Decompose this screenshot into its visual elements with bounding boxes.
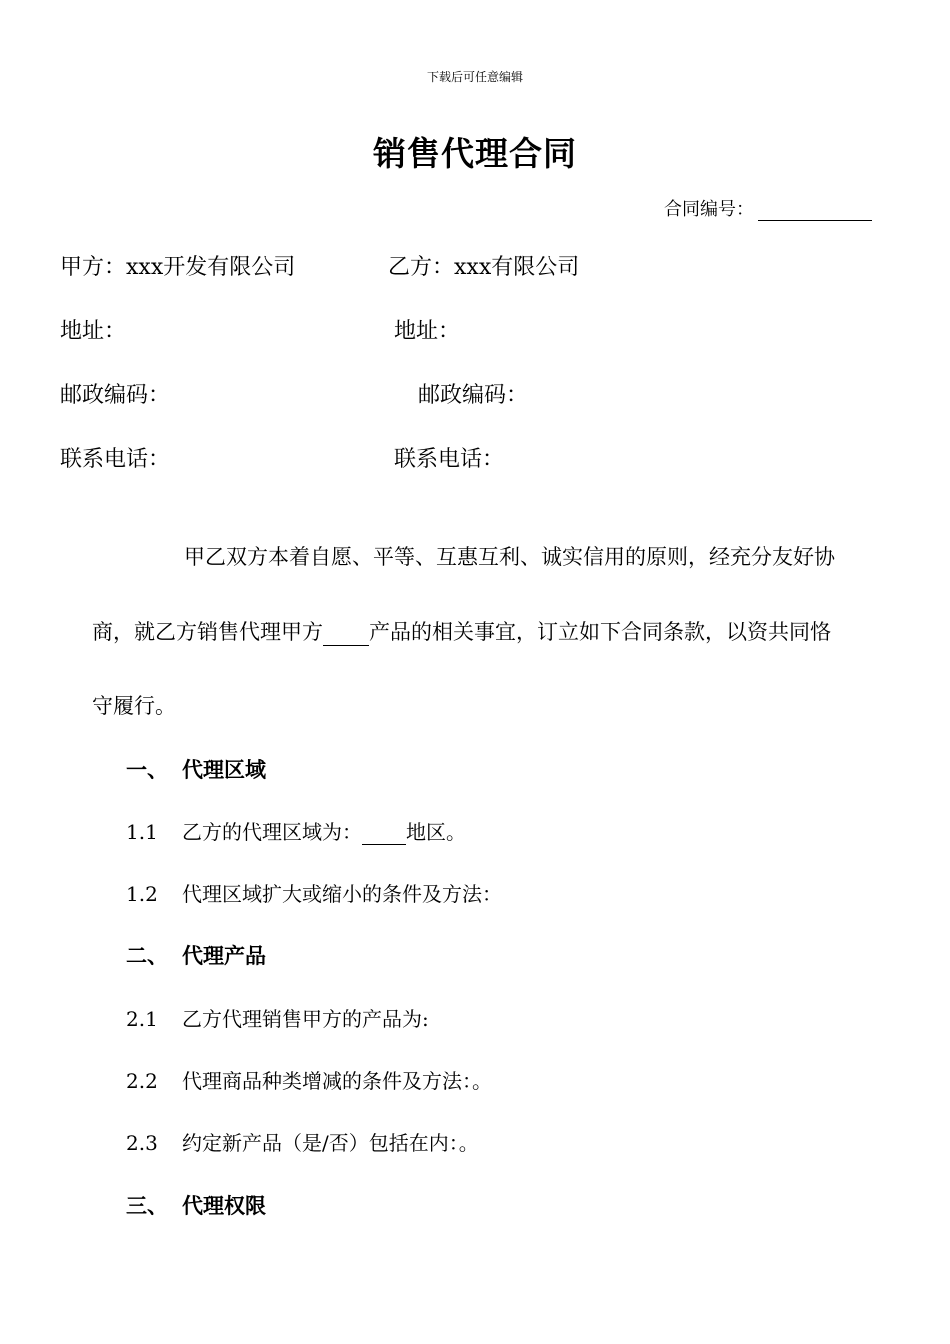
section-2-heading (126, 940, 266, 970)
clause-text: 乙方代理销售甲方的产品为: (182, 1007, 429, 1031)
party-a-address: 地址： (60, 319, 127, 344)
clause-2-2 (126, 1065, 492, 1094)
intro-line-2-after: 产品的相关事宜，订立如下合同条款，以资共同恪 (369, 620, 831, 644)
section-title: 代理区域 (182, 757, 266, 782)
clause-number: 1.2 (126, 882, 158, 906)
product-blank (323, 625, 369, 646)
clause-text: 约定新产品（是/否）包括在内：。 (182, 1131, 479, 1155)
party-b-postcode: 邮政编码： (418, 383, 529, 408)
header-note: 下载后可任意编辑 (426, 70, 523, 84)
intro-line-3: 守履行。 (92, 694, 176, 718)
section-title: 代理权限 (182, 1193, 266, 1218)
clause-number: 1.1 (126, 820, 158, 844)
contract-number-label: 合同编号： (664, 199, 754, 220)
party-b-phone: 联系电话： (394, 447, 505, 472)
clause-2-3 (126, 1127, 479, 1156)
clause-text-before: 乙方的代理区域为： (182, 820, 362, 844)
clause-text: 代理商品种类增减的条件及方法：。 (182, 1069, 492, 1093)
party-b-name: 乙方：xxx有限公司 (388, 255, 580, 280)
section-number: 二、 (126, 943, 168, 968)
party-a-postcode: 邮政编码： (60, 383, 171, 408)
party-a-phone: 联系电话： (60, 447, 171, 472)
section-number: 三、 (126, 1193, 168, 1218)
clause-number: 2.2 (126, 1069, 158, 1093)
section-3-heading (126, 1190, 266, 1220)
section-title: 代理产品 (182, 943, 266, 968)
party-a-name: 甲方：xxx开发有限公司 (60, 255, 296, 280)
contract-number (664, 195, 872, 221)
clause-number: 2.1 (126, 1007, 158, 1031)
intro-line-2-before: 商，就乙方销售代理甲方 (92, 620, 323, 644)
intro-line-1: 甲乙双方本着自愿、平等、互惠互利、诚实信用的原则，经充分友好协 (184, 545, 835, 569)
contract-number-blank (758, 202, 872, 221)
region-blank (362, 824, 406, 845)
clause-text-after: 地区。 (406, 820, 466, 844)
intro-line-2 (92, 616, 831, 646)
clause-number: 2.3 (126, 1131, 158, 1155)
clause-1-1 (126, 816, 466, 845)
clause-1-2 (126, 878, 502, 907)
party-b-address: 地址： (394, 319, 461, 344)
clause-2-1 (126, 1003, 429, 1032)
document-title: 销售代理合同 (373, 134, 577, 173)
clause-text: 代理区域扩大或缩小的条件及方法： (182, 882, 502, 906)
section-1-heading (126, 754, 266, 784)
section-number: 一、 (126, 757, 168, 782)
